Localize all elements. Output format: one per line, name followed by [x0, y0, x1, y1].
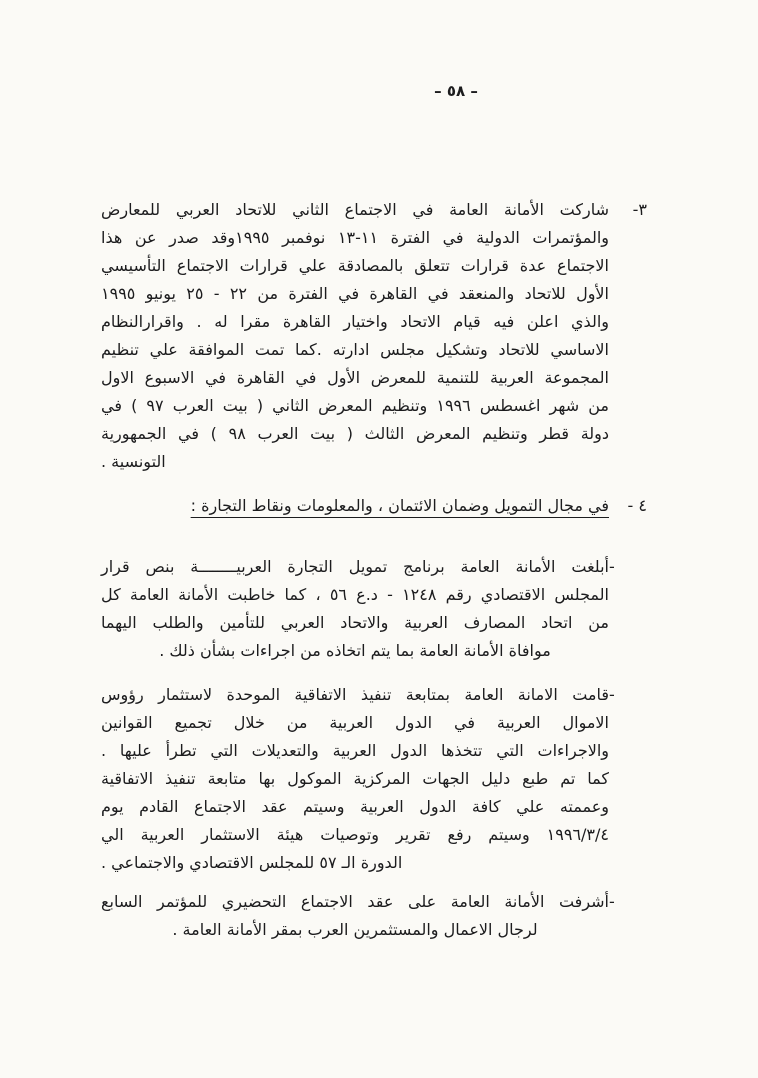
- bullet-dash: -: [609, 685, 615, 704]
- bullet-1-paragraph: [101, 553, 609, 665]
- bullet-item-1: [101, 553, 655, 665]
- text-line: الاساسي للاتحاد وتشكيل مجلس ادارته .كما تمت الموافقة علي تنظيم: [101, 340, 609, 359]
- section-heading-text: في مجال التمويل وضمان الائتمان ، والمعلومات ونقاط التجارة :: [190, 496, 609, 515]
- section-4-heading-row: [101, 492, 655, 520]
- text-line: من شهر اغسطس ١٩٩٦ وتنظيم المعرض الثاني ( بيت العرب ٩٧ ) في: [101, 396, 609, 415]
- text-line: المجموعة العربية للتنمية للمعرض الأول في القاهرة في الاسبوع الاول: [101, 368, 609, 387]
- text-line: والمؤتمرات الدولية في الفترة ١١-١٣ نوفمبر ١٩٩٥وقد صدر عن هذا: [101, 228, 610, 247]
- text-line: المجلس الاقتصادي رقم ١٢٤٨ - د.ع ٥٦ ، كما خاطبت الأمانة العامة كل: [101, 585, 609, 604]
- text-line: أبلغت الأمانة العامة برنامج تمويل التجارة العربيــــــــة بنص قرار: [101, 557, 609, 576]
- text-line: قامت الامانة العامة بمتابعة تنفيذ الاتفاقية الموحدة لاستثمار رؤوس: [101, 685, 609, 704]
- text-line: دولة قطر وتنظيم المعرض الثالث ( بيت العرب ٩٨ ) في الجمهورية: [101, 424, 610, 443]
- text-line: الأول للاتحاد والمنعقد في القاهرة في الفترة من ٢٢ - ٢٥ يونيو ١٩٩٥: [101, 284, 610, 303]
- text-line: الاموال العربية في الدول العربية من خلال تجميع القوانين: [101, 713, 609, 732]
- text-line: ١٩٩٦/٣/٤ وسيتم رفع تقرير وتوصيات هيئة الاستثمار العربية الي: [101, 825, 609, 844]
- bullet-dash: -: [609, 892, 615, 911]
- text-line: موافاة الأمانة العامة بما يتم اتخاذه من اجراءات بشأن ذلك .: [159, 641, 551, 660]
- text-line: أشرفت الأمانة العامة على عقد الاجتماع التحضيري للمؤتمر السابع: [101, 892, 609, 911]
- section-4-heading: [101, 492, 609, 520]
- bullet-2-paragraph: [101, 681, 609, 877]
- bullet-dash: -: [609, 557, 615, 576]
- text-line: الدورة الـ ٥٧ للمجلس الاقتصادي والاجتماعي .: [101, 853, 403, 872]
- page-number: – ٥٨ –: [434, 82, 478, 100]
- item-number-label: ٤ -: [627, 496, 647, 515]
- text-line: لرجال الاعمال والمستثمرين العرب بمقر الأمانة العامة .: [172, 920, 538, 939]
- text-line: كما تم طبع دليل الجهات المركزية الموكول بها متابعة تنفيذ الاتفاقية: [101, 769, 609, 788]
- item-number-label: ٣-: [632, 200, 647, 219]
- text-line: وعممته علي كافة الدول العربية وسيتم عقد الاجتماع القادم يوم: [101, 797, 609, 816]
- bullet-item-2: [101, 681, 655, 877]
- bullet-3-paragraph: [101, 888, 609, 944]
- text-line: والذي اعلن فيه قيام الاتحاد واختيار القاهرة مقرا له . واقرارالنظام: [101, 312, 609, 331]
- text-line: من اتحاد المصارف العربية والاتحاد العربي للتأمين والطلب اليهما: [101, 613, 609, 632]
- item-3-paragraph: [101, 196, 609, 476]
- text-line: والاجراءات التي تتخذها الدول العربية والتعديلات التي تطرأ عليها .: [101, 741, 609, 760]
- text-line: التونسية .: [101, 452, 166, 471]
- text-line: شاركت الأمانة العامة في الاجتماع الثاني للاتحاد العربي للمعارض: [101, 200, 609, 219]
- numbered-item-3: [101, 196, 655, 476]
- text-line: الاجتماع عدة قرارات تتعلق بالمصادقة علي قرارات الاجتماع التأسيسي: [101, 256, 609, 275]
- bullet-item-3: [101, 888, 655, 944]
